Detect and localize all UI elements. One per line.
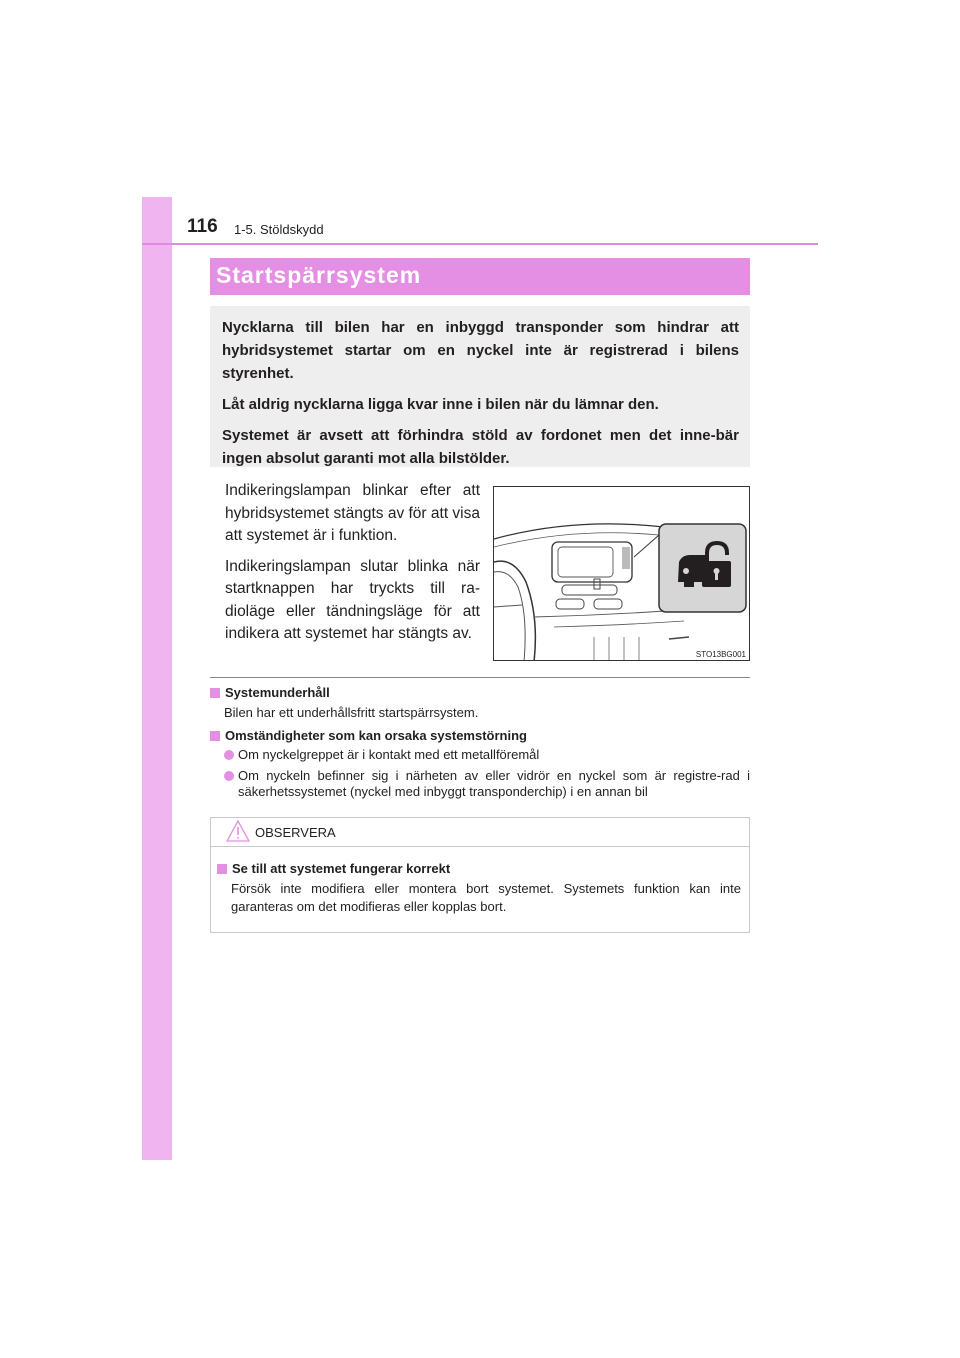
intro-paragraph: Indikeringslampan slutar blinka när startknappen har tryckts till ra-dioläge eller tändningsläge för att indikera att systemet har stängts av. [225,557,480,642]
warning-body: Försök inte modifiera eller montera bort systemet. Systemets funktion kan inte garanteras om det modifieras eller kopplas bort. [231,881,741,914]
notes-section [210,684,750,805]
dashboard-drawing [494,487,750,661]
warning-triangle-icon [226,820,250,842]
square-bullet-icon [217,864,227,874]
figure-code: STO13BG001 [695,650,746,659]
square-bullet-icon [210,731,220,741]
section-reference: 1-5. Stöldskydd [234,222,324,237]
summary-paragraph: Låt aldrig nycklarna ligga kvar inne i bilen när du lämnar den. [222,396,659,413]
note-heading: Systemunderhåll [210,684,750,702]
summary-paragraph: Systemet är avsett att förhindra stöld av fordonet men det inne-bär ingen absolut garanti mot alla bilstölder. [222,427,739,467]
note-heading: Omständigheter som kan orsaka systemstörning [210,727,750,745]
section-divider [210,677,750,678]
warning-heading: Se till att systemet fungerar korrekt [217,860,741,878]
header-rule [142,243,818,245]
circle-bullet-icon [224,771,234,781]
intro-paragraph: Indikeringslampan blinkar efter att hybridsystemet stängts av för att visa att systemet är i funktion. [225,482,480,544]
section-title: Startspärrsystem [216,262,422,288]
side-color-band [142,197,172,1160]
list-item: Om nyckeln befinner sig i närheten av eller vidrör en nyckel som är registre-rad i säkerhetssystemet (nyckel med inbyggt transponderchip) i en annan bil [224,768,750,800]
warning-header [211,818,749,847]
page-number: 116 [187,216,218,237]
warning-box [210,817,750,933]
warning-content [217,860,741,921]
section-title-bar [210,258,750,295]
square-bullet-icon [210,688,220,698]
warning-label: OBSERVERA [255,825,336,840]
summary-paragraph: Nycklarna till bilen har en inbyggd transponder som hindrar att hybridsystemet startar om en nyckel inte är registrerad i bilens styrenhet. [222,319,739,382]
intro-text [225,480,480,654]
summary-box [210,306,750,467]
circle-bullet-icon [224,750,234,760]
list-item: Om nyckelgreppet är i kontakt med ett metallföremål [224,747,750,763]
note-body: Bilen har ett underhållsfritt startspärrsystem. [224,705,479,720]
dashboard-illustration [493,486,750,661]
